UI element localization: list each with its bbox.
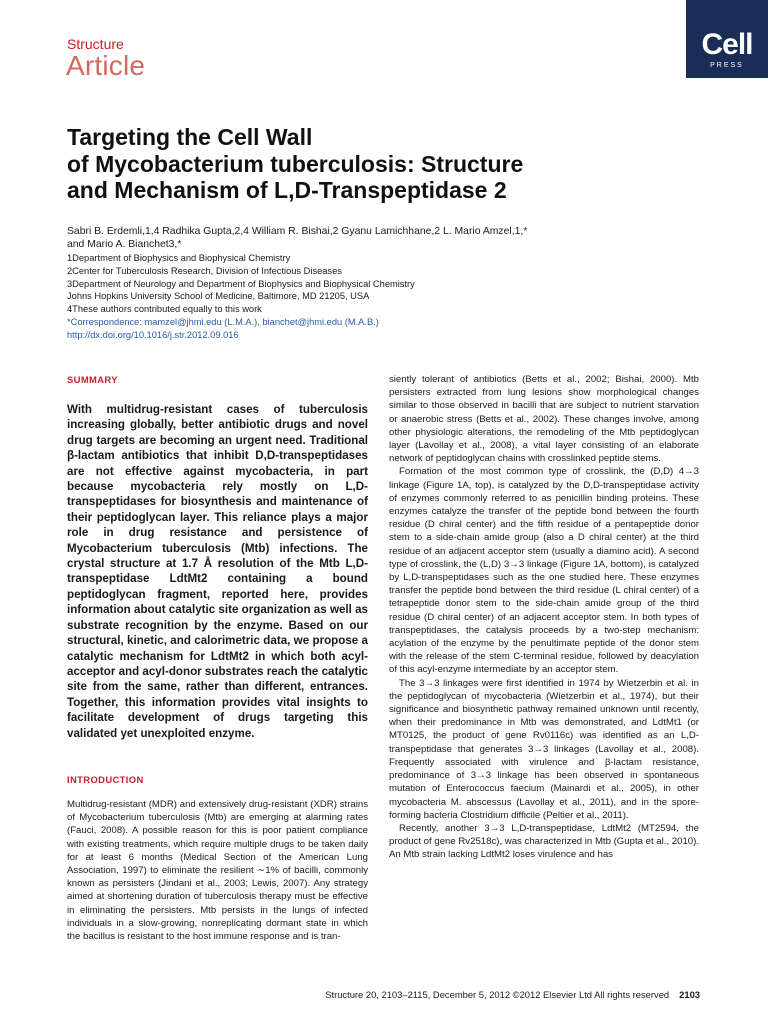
summary-text: With multidrug-resistant cases of tuberculosis increasing globally, better antibiotic drugs and novel drug targets are becoming an urgent need. Traditional β-lactam antibiotics that inhibit D,D-transpeptidases are not effective against mycobacteria, in part because mycobacteria rely mostly on L,D-transpeptidases for biosynthesis and maintenance of their peptidoglycan layer. This reliance plays a major role in drug resistance and persistence of Mycobacterium tuberculosis (Mtb) infections. The crystal structure at 1.7 Å resolution of the Mtb L,D-transpeptidase LdtMt2 containing a bound peptidoglycan fragment, reported here, provides information about catalytic site organization as well as substrate recognition by the enzyme. Based on our structural, kinetic, and calorimetric data, we propose a catalytic mechanism for LdtMt2 in which both acyl-acceptor and acyl-donor substrates reach the catalytic site from the same, rather than different, entrances. Together, this information provides vital insights to facilitate development of drugs targeting this validated yet unexploited enzyme. [67,403,368,740]
right-paragraph-1: siently tolerant of antibiotics (Betts et al., 2002; Bishai, 2000). Mtb persisters extracted from lung lesions show morphological changes similar to those observed in bacilli that are subject to nutrient starvation or anaerobic stress (Betts et al., 2002). These changes involve, among other physiologic alterations, the remodeling of the Mtb peptidoglycan layer (Lavollay et al., 2008), a vital layer consisting of an elaborate network of peptidoglycan chains with crosslinked peptide stems. [389,374,699,465]
title-line-2: of Mycobacterium tuberculosis: Structure [67,150,524,177]
cell-press-logo[interactable] [686,0,768,78]
introduction-heading: INTRODUCTION [67,774,144,785]
authors-line-2: and Mario A. Bianchet3,* [67,239,182,250]
right-paragraph-2: Formation of the most common type of crosslink, the (D,D) 4→3 linkage (Figure 1A, top), is catalyzed by the D,D-transpeptidase activity of enzymes commonly referred to as penicillin binding proteins. These enzymes catalyze the transfer of the peptide bond between the fourth residue (D chiral center) and the fifth residue of a pentapeptide donor stem to a side-chain amide group (also a D chiral center) at the third residue of an adjacent acceptor stem (usually a diamino acid). A second type of crosslink, the (L,D) 3→3 linkage (Figure 1A, bottom), is catalyzed by L,D-transpeptidases such as the one studied here. These enzymes transfer the peptide bond between the third residue (L chiral center) of a tetrapeptide donor stem to the side-chain amide group of the third residue (D chiral center) of an adjacent acceptor stem. In both types of transpeptidases, the catalysis proceeds by a two-step mechanism: acylation of the enzyme by the penultimate peptide of the donor stem with the release of the stem C-terminal residue, followed by deacylation of this acyl-enzyme intermediate by an acceptor stem. [389,466,699,676]
affiliation-2: 2Center for Tuberculosis Research, Division of Infectious Diseases [67,265,342,276]
right-column [389,373,699,862]
author-list [67,225,707,251]
affiliation-institution: Johns Hopkins University School of Medicine, Baltimore, MD 21205, USA [67,291,370,302]
doi-link[interactable]: http://dx.doi.org/10.1016/j.str.2012.09.016 [67,329,239,340]
right-paragraph-4: Recently, another 3→3 L,D-transpeptidase, LdtMt2 (MT2594, the product of gene Rv2518c), was characterized in Mtb (Gupta et al., 2010). An Mtb strain lacking LdtMt2 loses virulence and has [389,822,699,861]
summary-heading: SUMMARY [67,374,118,385]
footer-citation: Structure 20, 2103–2115, December 5, 2012 ©2012 Elsevier Ltd All rights reserved [325,989,670,1000]
title-line-3: and Mechanism of L,D-Transpeptidase 2 [67,177,507,203]
affiliations [67,252,707,342]
title-line-1: Targeting the Cell Wall [67,124,313,150]
logo-sub-text: PRESS [710,62,744,69]
page-footer [300,989,700,1000]
authors-line-1: Sabri B. Erdemli,1,4 Radhika Gupta,2,4 William R. Bishai,2 Gyanu Lamichhane,2 L. Mario Amzel,1,* [67,226,528,237]
right-paragraph-3: The 3→3 linkages were first identified in 1974 by Wietzerbin et al. in the peptidoglycan of mycobacteria (Wietzerbin et al., 1974), but their significance and biosynthetic pathway remained unknown until recently, when their predominance in Mtb was demonstrated, and LdtMt1 (or MT0125, the product of gene Rv0116c) was identified as an L,D-transpeptidase that generates 3→3 linkages (Lavollay et al., 2008). Frequently associated with virulence and β-lactam resistance, predominance of 3→3 linkage has been observed in spontaneous mutation of Enterococcus faecium (Mainardi et al., 2005), in other mycobacteria M. abscessus (Lavollay et al., 2011), and in the spore-forming bacteria Clostridium difficile (Peltier et al., 2011). [389,677,699,821]
introduction-text: Multidrug-resistant (MDR) and extensively drug-resistant (XDR) strains of Mycobacterium tuberculosis (Mtb) are emerging at alarming rates (Fauci, 2008). A possible reason for this is poor patient compliance with existing treatments, which require multiple drugs to be taken daily for at least 6 months (Medical Section of the American Lung Association, 1997) to eliminate the resilient ∼1% of bacilli, commonly known as persisters (Jindani et al., 2003; Lewis, 2007). Any strategy aimed at shortening duration of tuberculosis therapy must be effective in eliminating the persisters. Mtb persists in the lungs of infected individuals in a slow-growing, nonreplicating dormant state in which the bacillus is resistant to the host immune response and is tran- [67,799,368,943]
affiliation-1: 1Department of Biophysics and Biophysical Chemistry [67,253,291,263]
article-type: Article [66,50,146,81]
journal-section: Structure [67,36,124,52]
equal-contribution-note: 4These authors contributed equally to this work [67,304,262,315]
correspondence-line[interactable]: *Correspondence: mamzel@jhmi.edu (L.M.A.), bianchet@jhmi.edu (M.A.B.) [67,316,379,327]
affiliation-3: 3Department of Neurology and Department of Biophysics and Biophysical Chemistry [67,278,415,289]
article-title [67,124,667,204]
logo-main-text: Cell [701,28,753,61]
page-number: 2103 [679,989,700,1000]
